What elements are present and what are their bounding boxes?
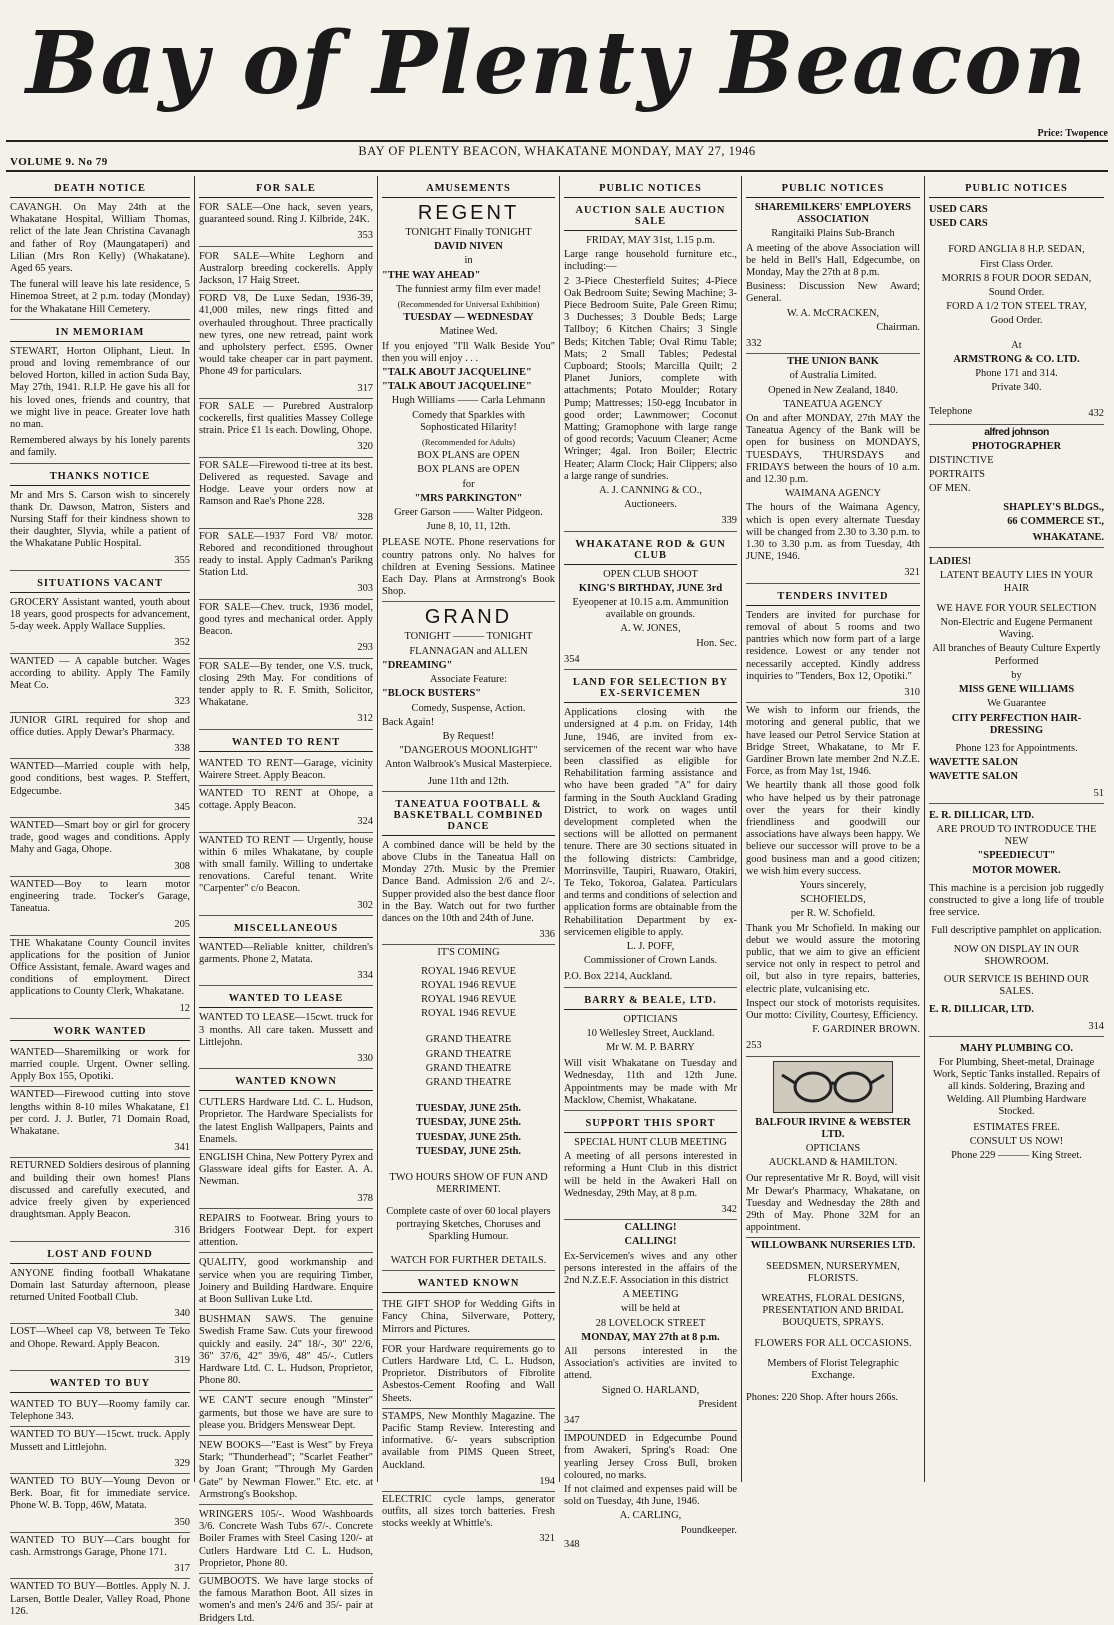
willowbank-line: WREATHS, FLORAL DESIGNS, PRESENTATION AND BRIDAL BOUQUETS, SPRAYS. — [761, 1293, 905, 1329]
barry-text: Will visit Whakatane on Tuesday and Wednesday, 11th and 12th June. Appointments may be made with Mr Macklow, Chemist, Whakatane. — [564, 1056, 737, 1111]
ad-number: 324 — [199, 814, 373, 832]
work-wanted-heading: WORK WANTED — [10, 1023, 190, 1041]
tender-text: Tenders are invited for purchase for removal of about 5 rooms and two pantries which now form part of a large residence. Lowest or any tender not necessarily accepted. Kindly address inquiries to "Tenders, Box 12, Opotiki." — [746, 609, 920, 682]
grand-line: FLANNAGAN and ALLEN — [409, 645, 528, 657]
ad-number: 332 — [746, 336, 920, 354]
union-line: WAIMANA AGENCY — [784, 488, 882, 500]
photographer-line: PHOTOGRAPHER — [971, 440, 1062, 452]
auctioneer-name: A. J. CANNING & CO., — [599, 485, 702, 497]
calling-line: Signed O. HARLAND, — [601, 1384, 700, 1396]
armstrong-name: ARMSTRONG & CO. LTD. — [953, 353, 1080, 365]
balfour-text: Our representative Mr R. Boyd, will visit Mr Dewar's Pharmacy, Whakatane, on Tuesday and Wednesday the 28th and 29th of May. Phone 32M for an appointment. — [746, 1171, 920, 1238]
salon-line: Phone 123 for Appointments. — [955, 742, 1078, 754]
ad-number: 348 — [564, 1538, 580, 1550]
price: Price: Twopence — [1037, 128, 1108, 139]
balfour-line: OPTICIANS — [805, 1143, 861, 1154]
willowbank-line: SEEDSMEN, NURSERYMEN, FLORISTS. — [766, 1260, 900, 1284]
used-cars-heading: USED CARS — [929, 204, 988, 215]
regent-line: in — [464, 255, 473, 267]
sharemilkers-heading: SHAREMILKERS' EMPLOYERS ASSOCIATION — [754, 202, 912, 226]
funeral-text: The funeral will leave his late residence, 5 Hinemoa Street, at 2 p.m. today (Monday) for the Whakatane Hill Cemetery. — [10, 277, 190, 320]
calling-line: 28 LOVELOCK STREET — [595, 1317, 706, 1329]
in-memoriam-heading: IN MEMORIAM — [10, 324, 190, 342]
calling-line: MONDAY, MAY 27th at 8 p.m. — [581, 1331, 720, 1343]
ad-number: 353 — [199, 228, 373, 246]
taneatua-dance-heading: TANEATUA FOOTBALL & BASKETBALL COMBINED DANCE — [382, 796, 555, 836]
barry-beale-heading: BARRY & BEALE, LTD. — [564, 992, 737, 1010]
classified-ad: WANTED—Sharemilking or work for married couple. Urgent. Owner selling. Apply Box 155, Opotiki. — [10, 1045, 190, 1088]
ad-number: 319 — [10, 1353, 190, 1371]
column-3 — [377, 176, 559, 1544]
grand-line: By Request! — [442, 730, 495, 742]
spectacles-icon — [778, 1065, 888, 1109]
car-line: First Class Order. — [979, 258, 1054, 270]
film-title: "MRS PARKINGTON" — [414, 492, 523, 504]
ad-number: 303 — [199, 581, 373, 599]
classified-ad: CUTLERS Hardware Ltd. C. L. Hudson, Proprietor. The Hardware Specialists for the latest English Wallpapers, Paints and Enamels. — [199, 1095, 373, 1150]
schofield-text: We heartily thank all those good folk who have helped us by their patronage over the years for their kindly friendliness and goodwill our associations have always been happy. We believe our successor will prove to be a good business man and a good citizen; we wish him every success. — [746, 780, 920, 877]
ad-number: 308 — [10, 859, 190, 877]
ad-number: 329 — [10, 1456, 190, 1474]
classified-ad: FOR SALE — Purebred Australorp cockerells, first qualities Massey College strain. Price £1 1s each. Dowling, Ohope. — [199, 400, 373, 437]
sharemilkers-text: A meeting of the above Association will be held in Bell's Hall, Edgecumbe, on Monday, May the 27th at 8 p.m. — [746, 242, 920, 279]
grand-line: TONIGHT ——— TONIGHT — [404, 631, 533, 643]
ad-number: 205 — [10, 917, 190, 935]
classified-ad: WANTED TO LEASE—15cwt. truck for 3 months. All care taken. Mussett and Littlejohn. — [199, 1012, 373, 1048]
photographer-address: 66 COMMERCE ST., — [1007, 515, 1104, 527]
impounded-line: A. CARLING, — [619, 1510, 682, 1522]
situations-vacant-heading: SITUATIONS VACANT — [10, 575, 190, 593]
land-line: Commissioner of Crown Lands. — [583, 955, 718, 967]
ad-number: 432 — [1088, 408, 1104, 420]
classified-ad: NEW BOOKS—"East is West" by Freya Stark; "Thunderhead"; "Scarlet Feather" by Joan Grant; "Through My Garden Gate" by Newman Flower." Etc. etc. at Armstrong's Bookshop. — [199, 1438, 373, 1505]
used-cars-heading: USED CARS — [929, 218, 988, 230]
spectacles-logo-image — [773, 1061, 893, 1113]
dateline — [6, 140, 1108, 172]
ad-number: 330 — [199, 1051, 373, 1069]
ad-number: 334 — [199, 968, 373, 986]
film-title: "TALK ABOUT JACQUELINE" — [382, 381, 532, 393]
classified-ad: FOR SALE—One hack, seven years, guaranteed sound. Ring J. Kilbride, 24K. — [199, 202, 373, 226]
column-6 — [924, 176, 1108, 1482]
volume-number: VOLUME 9. No 79 — [10, 156, 108, 168]
film-title: "DREAMING" — [382, 659, 453, 671]
sharemilkers-line: W. A. McCRACKEN, — [786, 307, 880, 319]
hunt-line: SPECIAL HUNT CLUB MEETING — [574, 1136, 727, 1148]
death-notice-text: CAVANGH. On May 24th at the Whakatane Hospital, William Thomas, relict of the late Jean Christina Cavanagh and father of Roy (Maungataperi) and Lilian (Mrs Ron Kelly) (Whakatane). Aged 65 years. — [10, 202, 190, 275]
dillicar-line: ARE PROUD TO INTRODUCE THE NEW — [936, 823, 1097, 848]
ad-number: 316 — [10, 1223, 190, 1241]
dillicar-heading: E. R. DILLICAR, LTD. — [929, 1004, 1034, 1016]
land-selection-heading: LAND FOR SELECTION BY EX-SERVICEMEN — [564, 674, 737, 703]
classified-ad: FOR SALE—Firewood ti-tree at its best. Delivered as requested. Savage and Hodge. Leave your orders now at Ramson and Rae's Phone 228. — [199, 459, 373, 508]
classified-ad: FORD V8, De Luxe Sedan, 1936-39, 41,000 miles, new rings fitted and overhauled throughout. Three practically new tyres, one new retread, paint work and upholstery perfect. £595. Owner would take cheaper car in part payment. Phone 49 for particulars. — [199, 293, 373, 378]
film-title: "BLOCK BUSTERS" — [382, 688, 482, 700]
film-title: "THE WAY AHEAD" — [382, 269, 481, 281]
car-line: Phone 171 and 314. — [975, 368, 1058, 380]
wavette-salon-name: WAVETTE SALON — [929, 771, 1019, 783]
salon-line: MISS GENE WILLIAMS — [958, 684, 1075, 696]
ad-number: 354 — [564, 652, 737, 670]
photographer-line: DISTINCTIVE — [929, 455, 994, 467]
revue-line: Complete caste of over 60 local players portraying Sketches, Choruses and Sparkling Humour. — [386, 1206, 551, 1242]
dillicar-line: NOW ON DISPLAY IN OUR SHOWROOM. — [953, 943, 1080, 967]
salon-line: by — [1011, 669, 1022, 681]
regent-line: If you enjoyed "I'll Walk Beside You" then you will enjoy . . . — [382, 340, 555, 364]
union-bank-heading: THE UNION BANK — [787, 356, 879, 368]
public-notices-heading: PUBLIC NOTICES — [564, 180, 737, 198]
wanted-to-lease-heading: WANTED TO LEASE — [199, 990, 373, 1008]
rod-line: OPEN CLUB SHOOT — [603, 568, 698, 580]
ad-number: 302 — [199, 898, 373, 916]
ad-number: 293 — [199, 640, 373, 658]
hunt-text: A meeting of all persons interested in reforming a Hunt Club in this district will be held in the Awakeri Hall on Wednesday, 29th May, at 8 p.m. — [564, 1151, 737, 1199]
public-notices-heading: PUBLIC NOTICES — [746, 180, 920, 198]
ad-number: 253 — [746, 1038, 920, 1056]
telephone-label: Telephone — [929, 406, 973, 418]
sharemilkers-text: Business: Discussion New Award; General. — [746, 281, 920, 305]
classified-ad: RETURNED Soldiers desirous of planning and building their own homes! Plans discussed and carefully executed, and advice freely given by experienced draughtsman. Apply Beacon. — [10, 1160, 190, 1221]
classified-ad: ANYONE finding football Whakatane Domain last Saturday afternoon, please returned United Football Club. — [10, 1267, 190, 1304]
ad-number: 347 — [564, 1413, 737, 1431]
classified-ad: LOST—Wheel cap V8, between Te Teko and Ohope. Reward. Apply Beacon. — [10, 1326, 190, 1350]
brown-text: Inspect our stock of motorists requisites. Our motto: Civility, Courtesy, Efficiency. — [746, 997, 920, 1021]
miscellaneous-heading: MISCELLANEOUS — [199, 920, 373, 938]
support-sport-heading: SUPPORT THIS SPORT — [564, 1115, 737, 1133]
alfred-johnson-name: alfred johnson — [984, 426, 1049, 438]
classified-ad: WANTED—Boy to learn motor engineering trade. Tocker's Garage, Taneatua. — [10, 878, 190, 915]
ad-number: 317 — [10, 1561, 190, 1579]
mahy-line: ESTIMATES FREE. — [973, 1121, 1060, 1133]
mower-name: MOTOR MOWER. — [972, 864, 1061, 876]
classified-ad: WANTED TO BUY—Roomy family car. Telephone 343. — [10, 1397, 190, 1427]
mower-name: "SPEEDIECUT" — [977, 850, 1056, 862]
classified-ad: BUSHMAN SAWS. The genuine Swedish Frame Saw. Cuts your firewood quickly and easily. 24" 18/-, 30" 22/6, 36" 37/6, 42" 39/6, 48" 45/-. Cutlers Hardware Ltd. C. L. Hudson, Proprietor, Phone 80. — [199, 1312, 373, 1391]
grand-line: Back Again! — [382, 716, 435, 728]
ad-number: 342 — [564, 1202, 737, 1220]
regent-line: Greer Garson —— Walter Pidgeon. — [394, 507, 543, 519]
classified-ad: WANTED TO BUY—15cwt. truck. Apply Mussett and Littlejohn. — [10, 1429, 190, 1453]
revue-venue: GRAND THEATRE — [425, 1034, 512, 1046]
classified-ad: FOR SALE—Chev. truck, 1936 model, good tyres and mechanical order. Apply Beacon. — [199, 601, 373, 638]
revue-line: WATCH FOR FURTHER DETAILS. — [382, 1253, 555, 1271]
regent-note: PLEASE NOTE. Phone reservations for country patrons only. No halves for children at Evening Sessions. Matinee Each Day. Plans at Armstrong's Book Shop. — [382, 535, 555, 602]
classified-ad: WANTED—Smart boy or girl for grocery trade, good wages and conditions. Apply Mahy and Gaga, Ohope. — [10, 819, 190, 856]
regent-line: (Recommended for Adults) — [421, 437, 515, 448]
wanted-known-heading: WANTED KNOWN — [382, 1275, 555, 1293]
impounded-text: IMPOUNDED in Edgecumbe Pound from Awakeri, Spring's Road: One yearling Jersey Cross Bull, broken coloured, no marks. — [564, 1433, 737, 1481]
willowbank-line: Members of Florist Telegraphic Exchange. — [767, 1357, 899, 1382]
mahy-text: For Plumbing, Sheet-metal, Drainage Work, Septic Tanks installed. Repairs of all kinds. Soldering, Brazing and Welding. All Plumbing Hardware Stocked. — [932, 1056, 1101, 1117]
classified-ad: WRINGERS 105/-. Wood Washboards 3/6. Concrete Wash Tubs 67/-. Concrete Boiler Frames with Steel Casing 120/- at Cutlers Hardware Ltd C. L. Hudson, Proprietor, Phone 80. — [199, 1507, 373, 1574]
auctioneer-title: Auctioneers. — [624, 499, 677, 511]
land-line: L. J. POFF, — [626, 940, 675, 952]
telephone-row — [929, 404, 1104, 424]
union-line: of Australia Limited. — [789, 370, 877, 382]
photographer-address: SHAPLEY'S BLDGS., — [1003, 501, 1104, 513]
union-text: On and after MONDAY, 27th MAY the Taneatua Agency of the Bank will be open for business on MONDAYS, TUESDAYS, THURSDAYS and FRIDAYS between the hours of 10 a.m. and 12.30 p.m. — [746, 413, 920, 486]
grand-line: Associate Feature: — [429, 674, 508, 686]
column-5 — [741, 176, 924, 1482]
ad-number: 317 — [199, 381, 373, 399]
calling-text: All persons interested in the Association's activities are invited to attend. — [564, 1346, 737, 1382]
classified-ad: FOR your Hardware requirements go to Cutlers Hardware Ltd, C. L. Hudson, Proprietor. Distributors of Fibrolite Asbestos-Cement Roofing and Wall Sheets. — [382, 1342, 555, 1409]
wavette-salon-name: WAVETTE SALON — [929, 757, 1019, 769]
revue-date: TUESDAY, JUNE 25th. — [416, 1103, 521, 1115]
columns — [6, 176, 1108, 1624]
ad-number: 12 — [10, 1001, 190, 1019]
balfour-heading: BALFOUR IRVINE & WEBSTER LTD. — [755, 1116, 911, 1140]
grand-line: June 11th and 12th. — [382, 774, 555, 792]
ad-number: 320 — [199, 439, 373, 457]
barry-line: OPTICIANS — [623, 1013, 678, 1025]
salon-line: We Guarantee — [987, 698, 1046, 710]
grand-line: Anton Walbrook's Musical Masterpiece. — [384, 759, 553, 771]
dillicar-heading: E. R. DILLICAR, LTD. — [929, 809, 1034, 821]
ad-number: 345 — [10, 800, 190, 818]
grand-theatre-name: GRAND — [424, 606, 513, 629]
car-line: Private 340. — [991, 382, 1042, 394]
revue-date: TUESDAY, JUNE 25th. — [416, 1131, 521, 1143]
salon-line: LATENT BEAUTY LIES IN YOUR HAIR — [939, 570, 1094, 594]
rod-line: A. W. JONES, — [620, 623, 681, 635]
mahy-line: Phone 229 ——— King Street. — [951, 1150, 1082, 1162]
car-line: At — [1011, 339, 1022, 351]
sharemilkers-line: Chairman. — [876, 321, 920, 333]
regent-line: BOX PLANS are OPEN — [417, 464, 520, 476]
classified-ad: ELECTRIC cycle lamps, generator outfits, all sizes torch batteries. Fresh stocks weekly at Whittle's. — [382, 1494, 555, 1530]
memoriam-sign: Remembered always by his lonely parents and family. — [10, 433, 190, 463]
revue-venue: GRAND THEATRE — [425, 1076, 512, 1088]
salon-line: Non-Electric and Eugene Permanent Waving. — [940, 617, 1093, 641]
ad-number: 378 — [199, 1191, 373, 1209]
ladies-heading: LADIES! — [929, 556, 972, 568]
rod-line: Hon. Sec. — [696, 637, 737, 649]
classified-ad: JUNIOR GIRL required for shop and office duties. Apply Dewar's Pharmacy. — [10, 714, 190, 738]
ad-number: 312 — [199, 711, 373, 729]
thanks-notice-heading: THANKS NOTICE — [10, 468, 190, 486]
classified-ad: QUALITY, good workmanship and service when you are requiring Timber, Joinery and Building Hardware. Enquire at Boon Sullivan Luke Ltd. — [199, 1255, 373, 1310]
regent-line: Hugh Williams —— Carla Lehmann — [391, 395, 546, 407]
wanted-to-rent-heading: WANTED TO RENT — [199, 734, 373, 752]
car-line: FORD A 1/2 TON STEEL TRAY, — [946, 301, 1087, 313]
regent-line: Comedy that Sparkles with Sophosticated Hilarity! — [412, 409, 525, 433]
rod-line: Eyeopener at 10.15 a.m. Ammunition available on grounds. — [572, 597, 729, 621]
ad-number: 339 — [564, 513, 737, 531]
calling-text: Ex-Servicemen's wives and any other persons interested in the affairs of the 2nd N.Z.E.F. Association in this district — [564, 1250, 737, 1287]
film-title: "TALK ABOUT JACQUELINE" — [382, 367, 532, 379]
classified-ad: GROCERY Assistant wanted, youth about 18 years, good prospects for advancement, 5-day week. Apply Wallace Supplies. — [10, 596, 190, 633]
revue-title: ROYAL 1946 REVUE — [421, 979, 516, 991]
regent-line: DAVID NIVEN — [434, 241, 503, 253]
ad-number: 350 — [10, 1515, 190, 1533]
brown-line: F. GARDINER BROWN. — [812, 1024, 920, 1036]
salon-line: CITY PERFECTION HAIR-DRESSING — [951, 712, 1082, 736]
calling-line: A MEETING — [622, 1289, 679, 1301]
rod-gun-club-heading: WHAKATANE ROD & GUN CLUB — [564, 536, 737, 565]
regent-line: for — [462, 478, 475, 490]
regent-line: BOX PLANS are OPEN — [417, 450, 520, 462]
ad-number: 321 — [539, 1532, 555, 1544]
car-line: Good Order. — [990, 315, 1043, 327]
revue-line: IT'S COMING — [437, 947, 500, 959]
tenders-heading: TENDERS INVITED — [746, 588, 920, 606]
barry-line: 10 Wellesley Street, Auckland. — [586, 1027, 715, 1039]
revue-venue: GRAND THEATRE — [425, 1048, 512, 1060]
regent-theatre-name: REGENT — [417, 202, 520, 224]
classified-ad: WANTED TO BUY—Young Devon or Berk. Boar, fit for immediate service. Phone W. B. Topp, 46W, Matata. — [10, 1476, 190, 1512]
salon-line: All branches of Beauty Culture Expertly Performed — [932, 643, 1101, 667]
regent-line: The funniest army film ever made! — [395, 283, 542, 295]
classified-ad: FOR SALE—1937 Ford V8/ motor. Rebored and reconditioned throughout ready to instal. Apply Cadman's Parikng Station Ltd. — [199, 530, 373, 579]
regent-line: Matinee Wed. — [439, 326, 498, 338]
schofield-line: SCHOFIELDS, — [800, 894, 866, 906]
rod-line: KING'S BIRTHDAY, JUNE 3rd — [578, 582, 723, 594]
column-1 — [6, 176, 194, 1617]
classified-ad: WANTED TO RENT — Urgently, house within 6 miles Whakatane, by couple with small family. Willing to undertake renovations. Careful tenant. Write "Carpenter" c/o Beacon. — [199, 834, 373, 895]
classified-ad: WANTED TO RENT—Garage, vicinity Wairere Street. Apply Beacon. — [199, 756, 373, 786]
classified-ad: ENGLISH China, New Pottery Pyrex and Glassware ideal gifts for Easter. A. A. Newman. — [199, 1151, 373, 1188]
wanted-known-heading: WANTED KNOWN — [199, 1073, 373, 1091]
schofield-line: per R. W. Schofield. — [790, 908, 876, 920]
revue-date: TUESDAY, JUNE 25th. — [416, 1117, 521, 1129]
classified-ad: GUMBOOTS. We have large stocks of the famous Marathon Boot. All sizes in women's and men's 24/6 and 35/- pair at Bridgers Ltd. — [199, 1576, 373, 1624]
car-line: MORRIS 8 FOUR DOOR SEDAN, — [941, 272, 1092, 284]
car-line: FORD ANGLIA 8 H.P. SEDAN, — [948, 244, 1085, 256]
calling-line: CALLING! — [624, 1236, 677, 1248]
impounded-text: If not claimed and expenses paid will be sold on Tuesday, 4th June, 1946. — [564, 1484, 737, 1508]
classified-ad: WANTED — A capable butcher. Wages according to ability. Apply The Family Meat Co. — [10, 655, 190, 692]
calling-line: will be held at — [620, 1303, 681, 1315]
balfour-line: AUCKLAND & HAMILTON. — [768, 1157, 898, 1169]
ad-number: 310 — [746, 685, 920, 703]
classified-ad: FOR SALE—By tender, one V.S. truck, closing 29th May. For conditions of tender apply to R. F. Smith, Solicitor, Whakatane. — [199, 660, 373, 709]
regent-line: TUESDAY — WEDNESDAY — [403, 312, 534, 324]
auction-line: FRIDAY, MAY 31st, 1.15 p.m. — [586, 235, 715, 246]
union-line: Opened in New Zealand, 1840. — [768, 384, 898, 396]
schofield-text: We wish to inform our friends, the motoring and general public, that we have leased our Petrol Service Station at Bridge Street, Whakatane, to Mr F. Gardiner Brown late member 2nd N.Z.E. Force, as from May 1st, 1946. — [746, 705, 920, 778]
willowbank-heading: WILLOWBANK NURSERIES LTD. — [750, 1240, 916, 1252]
willowbank-phone: Phones: 220 Shop. After hours 266s. — [746, 1392, 899, 1404]
calling-line: President — [698, 1398, 737, 1410]
mahy-line: CONSULT US NOW! — [969, 1136, 1064, 1148]
dillicar-line: Full descriptive pamphlet on application. — [931, 925, 1102, 937]
classified-ad: WANTED—Reliable knitter, children's garments. Phone 2, Matata. — [199, 941, 373, 965]
wanted-to-buy-heading: WANTED TO BUY — [10, 1375, 190, 1393]
schofield-line: Yours sincerely, — [799, 879, 867, 891]
thanks-number: 355 — [10, 553, 190, 571]
barry-line: Mr W. M. P. BARRY — [606, 1041, 695, 1053]
revue-venue: GRAND THEATRE — [425, 1062, 512, 1074]
union-line: TANEATUA AGENCY — [783, 398, 883, 410]
classified-ad: WANTED—Married couple with help, good conditions, best wages. P. Steffert, Edgecumbe. — [10, 761, 190, 797]
dillicar-text: This machine is a percision job ruggedly constructed to give a long life of trouble free service. — [929, 882, 1104, 919]
ad-number: 341 — [10, 1140, 190, 1158]
thanks-text: Mr and Mrs S. Carson wish to sincerely thank Dr. Dawson, Matron, Sisters and Nursing Staff for their kindness shown to their daughter, Slyvia, while a patient of the Whakatane Public Hospital. — [10, 489, 190, 550]
auction-line: Large range household furniture etc., including:— — [564, 249, 737, 273]
newspaper-title: Bay of Plenty Beacon — [25, 13, 1089, 114]
ad-number: 51 — [929, 786, 1104, 804]
public-notices-heading: PUBLIC NOTICES — [929, 180, 1104, 198]
memoriam-text: STEWART, Horton Oliphant, Lieut. In proud and loving remembrance of our beloved Horton, killed in action Suda Bay, May 27th, 1941. R.I.P. He gave his all for his loved ones, friends and country, that we might live in peace. Greater love hath no man. — [10, 345, 190, 431]
revue-title: ROYAL 1946 REVUE — [421, 993, 516, 1005]
ad-number: 323 — [10, 694, 190, 712]
revue-title: ROYAL 1946 REVUE — [421, 1008, 516, 1020]
classified-ad: WANTED TO RENT at Ohope, a cottage. Apply Beacon. — [199, 787, 373, 812]
column-4 — [559, 176, 741, 1550]
classified-ad: REPAIRS to Footwear. Bring yours to Bridgers Footwear Dept. for expert attention. — [199, 1211, 373, 1254]
classified-ad: STAMPS, New Monthly Magazine. The Pacific Stamp Review. Interesting and informative. 6/- years subscription available from PIMS Queen Street, Auckland. — [382, 1410, 555, 1471]
ad-number: 338 — [10, 741, 190, 759]
salon-line: WE HAVE FOR YOUR SELECTION — [936, 602, 1097, 614]
classified-ad: THE GIFT SHOP for Wedding Gifts in Fancy China, Silverware, Pottery, Mirrors and Pictures. — [382, 1297, 555, 1340]
classified-ad: WANTED—Firewood cutting into stove lengths within 8-10 miles Whakatane, £1 per cord. J. J. Butler, 71 Domain Road, Whakatane. — [10, 1089, 190, 1137]
mahy-plumbing-heading: MAHY PLUMBING CO. — [959, 1042, 1074, 1054]
dateline-text: BAY OF PLENTY BEACON, WHAKATANE MONDAY, MAY 27, 1946 — [358, 144, 756, 158]
dillicar-line: OUR SERVICE IS BEHIND OUR SALES. — [943, 973, 1090, 998]
car-line: Sound Order. — [988, 287, 1045, 299]
classified-ad: FOR SALE—White Leghorn and Australorp breeding cockerells. Apply Jackson, 17 Haig Street. — [199, 249, 373, 292]
for-sale-heading: FOR SALE — [199, 180, 373, 198]
auction-list: 2 3-Piece Chesterfield Suites; 4-Piece Oak Bedroom Suite; Sewing Machine; 3-Piece Bedroom Suite, Pale Green Rimu; 3 Duchesses; 3 Double Beds; Large Tallboy; 6 Kitchen Chairs; 3 Single Beds; Kitchen Table; Oval Rimu Table; Mats; 2 Small Tables; Pedestal Cupboard; Stools; Marcilla Quilt; 2 Planet Juniors, complete with attachments; Potato Moulder; Rotary Pump; Mattresses; 150-egg Incubator in good order; Lawnmower; Coconut Matting; Gramophone with large range of good records; Vacuum Cleaner; Acme Wringer; 4gal. Iron Boiler; Electric Heater; Alarm Clock; Hair Clippers; also a large range of sundries. — [564, 275, 737, 482]
amusements-heading: AMUSEMENTS — [382, 180, 555, 198]
classified-ad: THE Whakatane County Council invites applications for the position of Junior Office Assistant, female. Award wages and conditions of employment. Direct applications to County Clerk, Whakatane. — [10, 937, 190, 998]
ad-number: 321 — [746, 565, 920, 583]
grand-line: Comedy, Suspense, Action. — [411, 702, 526, 714]
ad-number: 328 — [199, 510, 373, 528]
classified-ad: WE CAN'T secure enough "Minster" garments, but those we have are sure to please you. Bridgers Menswear Dept. — [199, 1393, 373, 1436]
lost-found-heading: LOST AND FOUND — [10, 1246, 190, 1264]
column-2 — [194, 176, 377, 1624]
ad-number: 194 — [382, 1474, 555, 1492]
willowbank-line: FLOWERS FOR ALL OCCASIONS. — [754, 1337, 912, 1349]
union-text: The hours of the Waimana Agency, which is open every alternate Tuesday will be changed from 2.30 to 3.30 p.m. to 1.30 to 3.30 p.m. as from Tuesday, 4th JUNE, 1946. — [746, 502, 920, 563]
masthead — [0, 0, 1114, 132]
ad-number: 336 — [382, 927, 555, 945]
revue-title: ROYAL 1946 REVUE — [421, 965, 516, 977]
calling-line: CALLING! — [624, 1222, 677, 1234]
film-title: "DANGEROUS MOONLIGHT" — [399, 745, 538, 757]
death-notice-heading: DEATH NOTICE — [10, 180, 190, 198]
revue-line: TWO HOURS SHOW OF FUN AND MERRIMENT. — [389, 1171, 548, 1196]
regent-line: June 8, 10, 11, 12th. — [426, 521, 511, 533]
land-text: Applications closing with the undersigned at 4 p.m. on Friday, 14th June, 1946, are invited from ex-servicemen of the recent war who have been classified as eligible for Rehabilitation farming assistance and who have been graded "A" for dairy farming in the South Auckland Grading District, to work on wages until development completed when the sections will be allotted on permanent tenure. There are 30 sections situated in the following districts: Cambridge, Morrinsville, Taupiri, Ruawaro, Otakiri, Te Teko, Tokoroa, Galatea. Particulars and terms and conditions of selection and application forms are obtainable from the Rehabilitation Department by ex-servicemen eligible to apply. — [564, 707, 737, 938]
sharemilkers-line: Rangitaiki Plains Sub-Branch — [771, 228, 895, 240]
classified-ad: WANTED TO BUY—Cars bought for cash. Armstrongs Garage, Phone 171. — [10, 1534, 190, 1559]
regent-line: (Recommended for Universal Exhibition) — [397, 299, 540, 310]
auction-sale-heading: AUCTION SALE AUCTION SALE — [564, 202, 737, 231]
land-line: P.O. Box 2214, Auckland. — [564, 969, 737, 987]
ad-number: 352 — [10, 635, 190, 653]
photographer-line: OF MEN. — [929, 483, 971, 495]
revue-date: TUESDAY, JUNE 25th. — [416, 1145, 521, 1157]
regent-line: TONIGHT Finally TONIGHT — [405, 227, 532, 238]
brown-text: Thank you Mr Schofield. In making our debut we would assure the motoring public, that we aim to give an efficient service not only in respect to petrol and oil, but also in tyre repairs, batteries, electric plate, vulcanising etc. — [746, 922, 920, 995]
photographer-address: WHAKATANE. — [929, 530, 1104, 548]
photographer-line: PORTRAITS — [929, 469, 985, 481]
ad-number: 340 — [10, 1306, 190, 1324]
dance-text: A combined dance will be held by the above Clubs in the Taneatua Hall on Monday 27th. Music by the Premier Dance Band. Admission 2/6 and 2/-. Supper provided also the best dance floor in the Bay. Watch out for two further dances on the 10th and 24th of June. — [382, 839, 555, 924]
classified-ad: WANTED TO BUY—Bottles. Apply N. J. Larsen, Bottle Dealer, Valley Road, Phone 126. — [10, 1581, 190, 1617]
impounded-line: Poundkeeper. — [680, 1524, 737, 1536]
ad-number: 314 — [929, 1019, 1104, 1037]
